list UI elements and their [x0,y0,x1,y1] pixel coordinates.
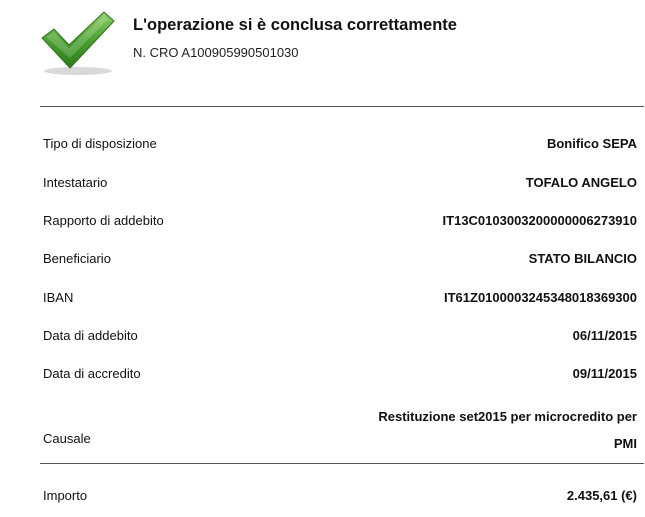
detail-label: Data di accredito [43,366,141,381]
importo-value: 2.435,61 (€) [566,488,637,503]
detail-value: Bonifico SEPA [546,136,637,151]
detail-label: IBAN [43,290,74,305]
divider [40,106,644,107]
importo-label: Importo [43,488,88,503]
detail-label: Causale [43,431,91,446]
checkmark-icon [38,8,118,76]
detail-value: IT61Z0100003245348018369300 [443,290,637,305]
causale-value [337,403,637,457]
detail-value: TOFALO ANGELO [525,175,637,190]
detail-value: STATO BILANCIO [528,251,637,266]
causale-value-line: Restituzione set2015 per microcredito per [378,409,637,424]
causale-value-line: PMI [613,436,637,451]
detail-label: Data di addebito [43,328,138,343]
detail-label: Beneficiario [43,251,111,266]
cro-number: N. CRO A100905990501030 [133,45,299,60]
page-title: L'operazione si è conclusa correttamente [133,16,457,34]
confirmation-header [0,0,645,100]
detail-value: 06/11/2015 [572,328,637,343]
detail-label: Intestatario [43,175,108,190]
detail-label: Tipo di disposizione [43,136,157,151]
detail-value: IT13C0103003200000006273910 [442,213,637,228]
divider [40,463,644,464]
detail-value: 09/11/2015 [572,366,637,381]
detail-label: Rapporto di addebito [43,213,164,228]
